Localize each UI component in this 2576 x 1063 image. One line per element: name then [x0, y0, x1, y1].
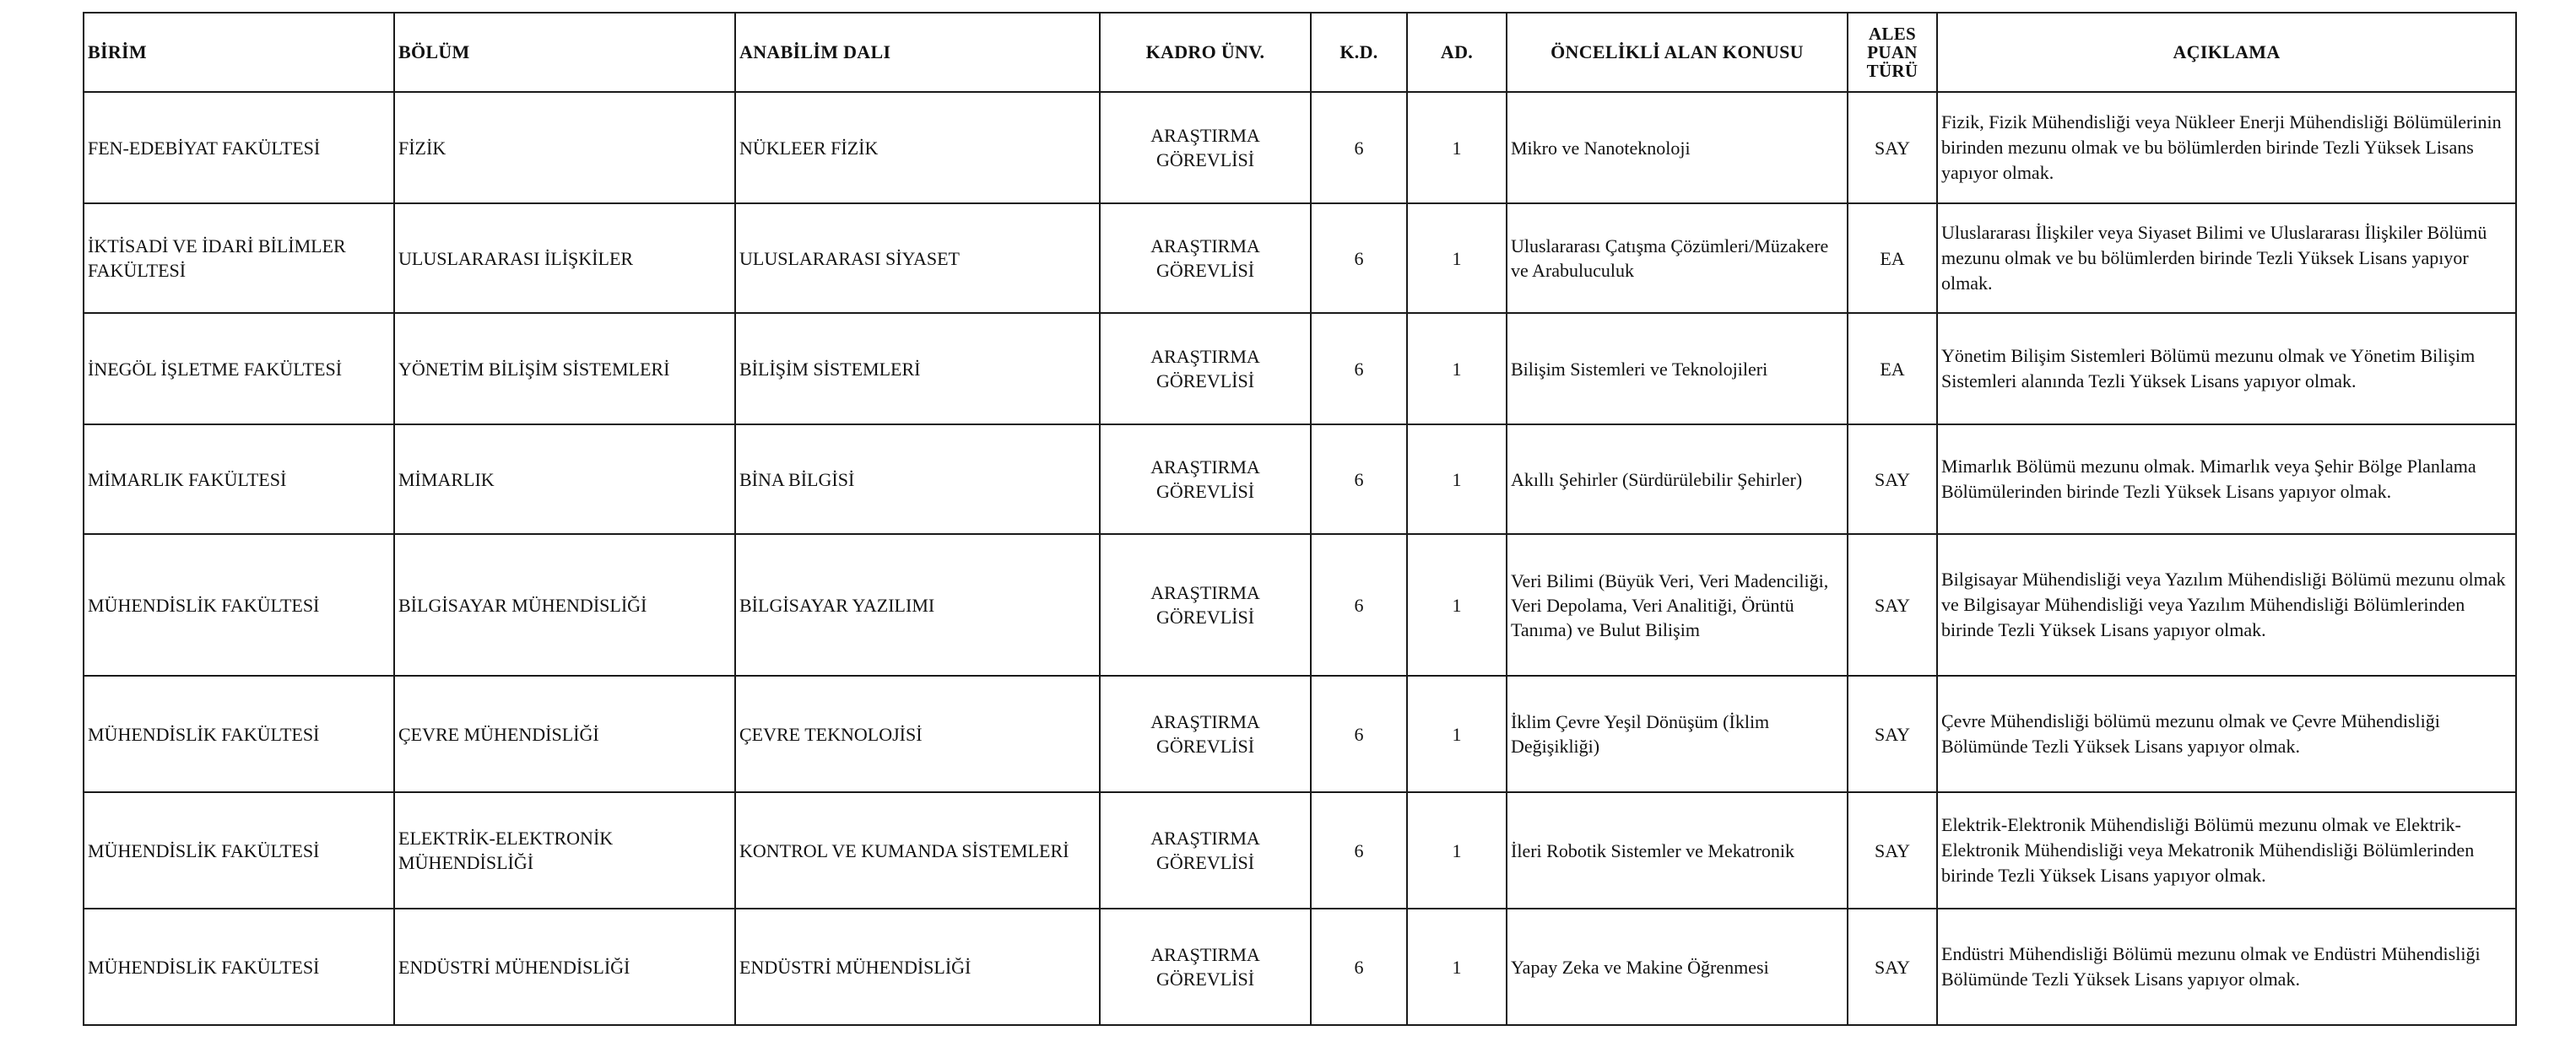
cell-kadro-line-2: GÖREVLİSİ	[1155, 149, 1255, 170]
cell-kadro-unvani	[1100, 534, 1311, 676]
cell-kadro-line-2: GÖREVLİSİ	[1155, 260, 1255, 281]
cell-ales-puan-turu: SAY	[1848, 792, 1937, 909]
table-row	[84, 676, 2516, 792]
cell-ales-puan-turu: EA	[1848, 203, 1937, 313]
table-row	[84, 203, 2516, 313]
cell-ad: 1	[1407, 534, 1507, 676]
cell-ad: 1	[1407, 424, 1507, 534]
cell-bolum: YÖNETİM BİLİŞİM SİSTEMLERİ	[394, 313, 735, 424]
header-ales-line-1: ALES	[1868, 24, 1917, 44]
cell-bolum: ULUSLARARASI İLİŞKİLER	[394, 203, 735, 313]
cell-birim: İNEGÖL İŞLETME FAKÜLTESİ	[84, 313, 394, 424]
cell-anabilim-dali: BİLİŞİM SİSTEMLERİ	[735, 313, 1100, 424]
cell-kadro-line-2: GÖREVLİSİ	[1155, 736, 1255, 757]
cell-anabilim-dali: KONTROL VE KUMANDA SİSTEMLERİ	[735, 792, 1100, 909]
cell-aciklama: Mimarlık Bölümü mezunu olmak. Mimarlık veya Şehir Bölge Planlama Bölümülerinden birinde Tezli Yüksek Lisans yapıyor olmak.	[1937, 424, 2516, 534]
cell-anabilim-dali: ENDÜSTRİ MÜHENDİSLİĞİ	[735, 909, 1100, 1025]
header-oncelikli-alan: ÖNCELİKLİ ALAN KONUSU	[1507, 13, 1848, 92]
cell-anabilim-dali: NÜKLEER FİZİK	[735, 92, 1100, 203]
cell-kadro-line-1: ARAŞTIRMA	[1150, 456, 1260, 478]
cell-oncelikli-alan: Veri Bilimi (Büyük Veri, Veri Madenciliği, Veri Depolama, Veri Analitiği, Örüntü Tanıma) ve Bulut Bilişim	[1507, 534, 1848, 676]
table-row	[84, 424, 2516, 534]
cell-ales-puan-turu: EA	[1848, 313, 1937, 424]
cell-bolum: ENDÜSTRİ MÜHENDİSLİĞİ	[394, 909, 735, 1025]
cell-birim: MİMARLIK FAKÜLTESİ	[84, 424, 394, 534]
header-kadro-unvani: KADRO ÜNV.	[1100, 13, 1311, 92]
table-row	[84, 92, 2516, 203]
cell-anabilim-dali: ÇEVRE TEKNOLOJİSİ	[735, 676, 1100, 792]
header-anabilim-dali: ANABİLİM DALI	[735, 13, 1100, 92]
cell-kadro-line-2: GÖREVLİSİ	[1155, 852, 1255, 873]
cell-kadro-line-2: GÖREVLİSİ	[1155, 370, 1255, 391]
cell-bolum: ELEKTRİK-ELEKTRONİK MÜHENDİSLİĞİ	[394, 792, 735, 909]
cell-kd: 6	[1311, 203, 1407, 313]
cell-kadro-unvani	[1100, 909, 1311, 1025]
cell-kadro-line-2: GÖREVLİSİ	[1155, 969, 1255, 990]
cell-aciklama: Uluslararası İlişkiler veya Siyaset Bilimi ve Uluslararası İlişkiler Bölümü mezunu olmak ve bu bölümlerden birinde Tezli Yüksek Lisans yapıyor olmak.	[1937, 203, 2516, 313]
positions-table	[83, 12, 2517, 1026]
cell-oncelikli-alan: Yapay Zeka ve Makine Öğrenmesi	[1507, 909, 1848, 1025]
cell-ales-puan-turu: SAY	[1848, 909, 1937, 1025]
cell-birim: MÜHENDİSLİK FAKÜLTESİ	[84, 909, 394, 1025]
cell-birim: FEN-EDEBİYAT FAKÜLTESİ	[84, 92, 394, 203]
header-ales-line-2: PUAN	[1867, 42, 1918, 62]
cell-kadro-unvani	[1100, 424, 1311, 534]
cell-kadro-line-1: ARAŞTIRMA	[1150, 125, 1260, 146]
cell-kadro-unvani	[1100, 792, 1311, 909]
cell-birim: MÜHENDİSLİK FAKÜLTESİ	[84, 534, 394, 676]
table-row	[84, 909, 2516, 1025]
cell-ad: 1	[1407, 203, 1507, 313]
cell-kadro-unvani	[1100, 676, 1311, 792]
cell-oncelikli-alan: İklim Çevre Yeşil Dönüşüm (İklim Değişikliği)	[1507, 676, 1848, 792]
cell-oncelikli-alan: Mikro ve Nanoteknoloji	[1507, 92, 1848, 203]
cell-aciklama: Çevre Mühendisliği bölümü mezunu olmak ve Çevre Mühendisliği Bölümünde Tezli Yüksek Lisans yapıyor olmak.	[1937, 676, 2516, 792]
cell-anabilim-dali: BİNA BİLGİSİ	[735, 424, 1100, 534]
cell-birim: İKTİSADİ VE İDARİ BİLİMLER FAKÜLTESİ	[84, 203, 394, 313]
cell-oncelikli-alan: Uluslararası Çatışma Çözümleri/Müzakere ve Arabuluculuk	[1507, 203, 1848, 313]
cell-kadro-line-1: ARAŞTIRMA	[1150, 944, 1260, 965]
header-aciklama: AÇIKLAMA	[1937, 13, 2516, 92]
cell-birim: MÜHENDİSLİK FAKÜLTESİ	[84, 676, 394, 792]
cell-kadro-unvani	[1100, 92, 1311, 203]
cell-ad: 1	[1407, 676, 1507, 792]
cell-aciklama: Bilgisayar Mühendisliği veya Yazılım Mühendisliği Bölümü mezunu olmak ve Bilgisayar Mühendisliği veya Yazılım Mühendisliği Bölümlerinden birinde Tezli Yüksek Lisans yapıyor olmak.	[1937, 534, 2516, 676]
header-bolum: BÖLÜM	[394, 13, 735, 92]
cell-ad: 1	[1407, 792, 1507, 909]
cell-ales-puan-turu: SAY	[1848, 534, 1937, 676]
cell-bolum: BİLGİSAYAR MÜHENDİSLİĞİ	[394, 534, 735, 676]
cell-kadro-line-1: ARAŞTIRMA	[1150, 346, 1260, 367]
cell-kadro-line-1: ARAŞTIRMA	[1150, 711, 1260, 732]
cell-anabilim-dali: ULUSLARARASI SİYASET	[735, 203, 1100, 313]
cell-aciklama: Yönetim Bilişim Sistemleri Bölümü mezunu olmak ve Yönetim Bilişim Sistemleri alanında Tezli Yüksek Lisans yapıyor olmak.	[1937, 313, 2516, 424]
cell-kadro-line-1: ARAŞTIRMA	[1150, 235, 1260, 256]
cell-ales-puan-turu: SAY	[1848, 424, 1937, 534]
cell-kadro-line-2: GÖREVLİSİ	[1155, 607, 1255, 628]
cell-birim: MÜHENDİSLİK FAKÜLTESİ	[84, 792, 394, 909]
cell-kadro-unvani	[1100, 313, 1311, 424]
cell-kd: 6	[1311, 92, 1407, 203]
cell-ad: 1	[1407, 909, 1507, 1025]
header-ad: AD.	[1407, 13, 1507, 92]
header-kd: K.D.	[1311, 13, 1407, 92]
header-row	[84, 13, 2516, 92]
cell-kd: 6	[1311, 534, 1407, 676]
cell-bolum: MİMARLIK	[394, 424, 735, 534]
cell-oncelikli-alan: İleri Robotik Sistemler ve Mekatronik	[1507, 792, 1848, 909]
cell-bolum: ÇEVRE MÜHENDİSLİĞİ	[394, 676, 735, 792]
cell-kadro-line-2: GÖREVLİSİ	[1155, 481, 1255, 502]
cell-ad: 1	[1407, 313, 1507, 424]
cell-anabilim-dali: BİLGİSAYAR YAZILIMI	[735, 534, 1100, 676]
header-ales-line-3: TÜRÜ	[1866, 61, 1918, 81]
table-row	[84, 313, 2516, 424]
cell-ales-puan-turu: SAY	[1848, 92, 1937, 203]
cell-kadro-unvani	[1100, 203, 1311, 313]
cell-oncelikli-alan: Akıllı Şehirler (Sürdürülebilir Şehirler)	[1507, 424, 1848, 534]
cell-ales-puan-turu: SAY	[1848, 676, 1937, 792]
cell-kd: 6	[1311, 676, 1407, 792]
cell-kd: 6	[1311, 424, 1407, 534]
cell-kd: 6	[1311, 792, 1407, 909]
header-ales-puan-turu	[1848, 13, 1937, 92]
table-row	[84, 534, 2516, 676]
cell-kd: 6	[1311, 909, 1407, 1025]
cell-kd: 6	[1311, 313, 1407, 424]
cell-ad: 1	[1407, 92, 1507, 203]
cell-bolum: FİZİK	[394, 92, 735, 203]
table-row	[84, 792, 2516, 909]
cell-kadro-line-1: ARAŞTIRMA	[1150, 582, 1260, 603]
header-birim: BİRİM	[84, 13, 394, 92]
cell-aciklama: Elektrik-Elektronik Mühendisliği Bölümü mezunu olmak ve Elektrik-Elektronik Mühendisliği veya Mekatronik Mühendisliği Bölümlerinden birinde Tezli Yüksek Lisans yapıyor olmak.	[1937, 792, 2516, 909]
cell-aciklama: Fizik, Fizik Mühendisliği veya Nükleer Enerji Mühendisliği Bölümülerinin birinden mezunu olmak ve bu bölümlerden birinde Tezli Yüksek Lisans yapıyor olmak.	[1937, 92, 2516, 203]
cell-oncelikli-alan: Bilişim Sistemleri ve Teknolojileri	[1507, 313, 1848, 424]
cell-aciklama: Endüstri Mühendisliği Bölümü mezunu olmak ve Endüstri Mühendisliği Bölümünde Tezli Yüksek Lisans yapıyor olmak.	[1937, 909, 2516, 1025]
cell-kadro-line-1: ARAŞTIRMA	[1150, 828, 1260, 849]
